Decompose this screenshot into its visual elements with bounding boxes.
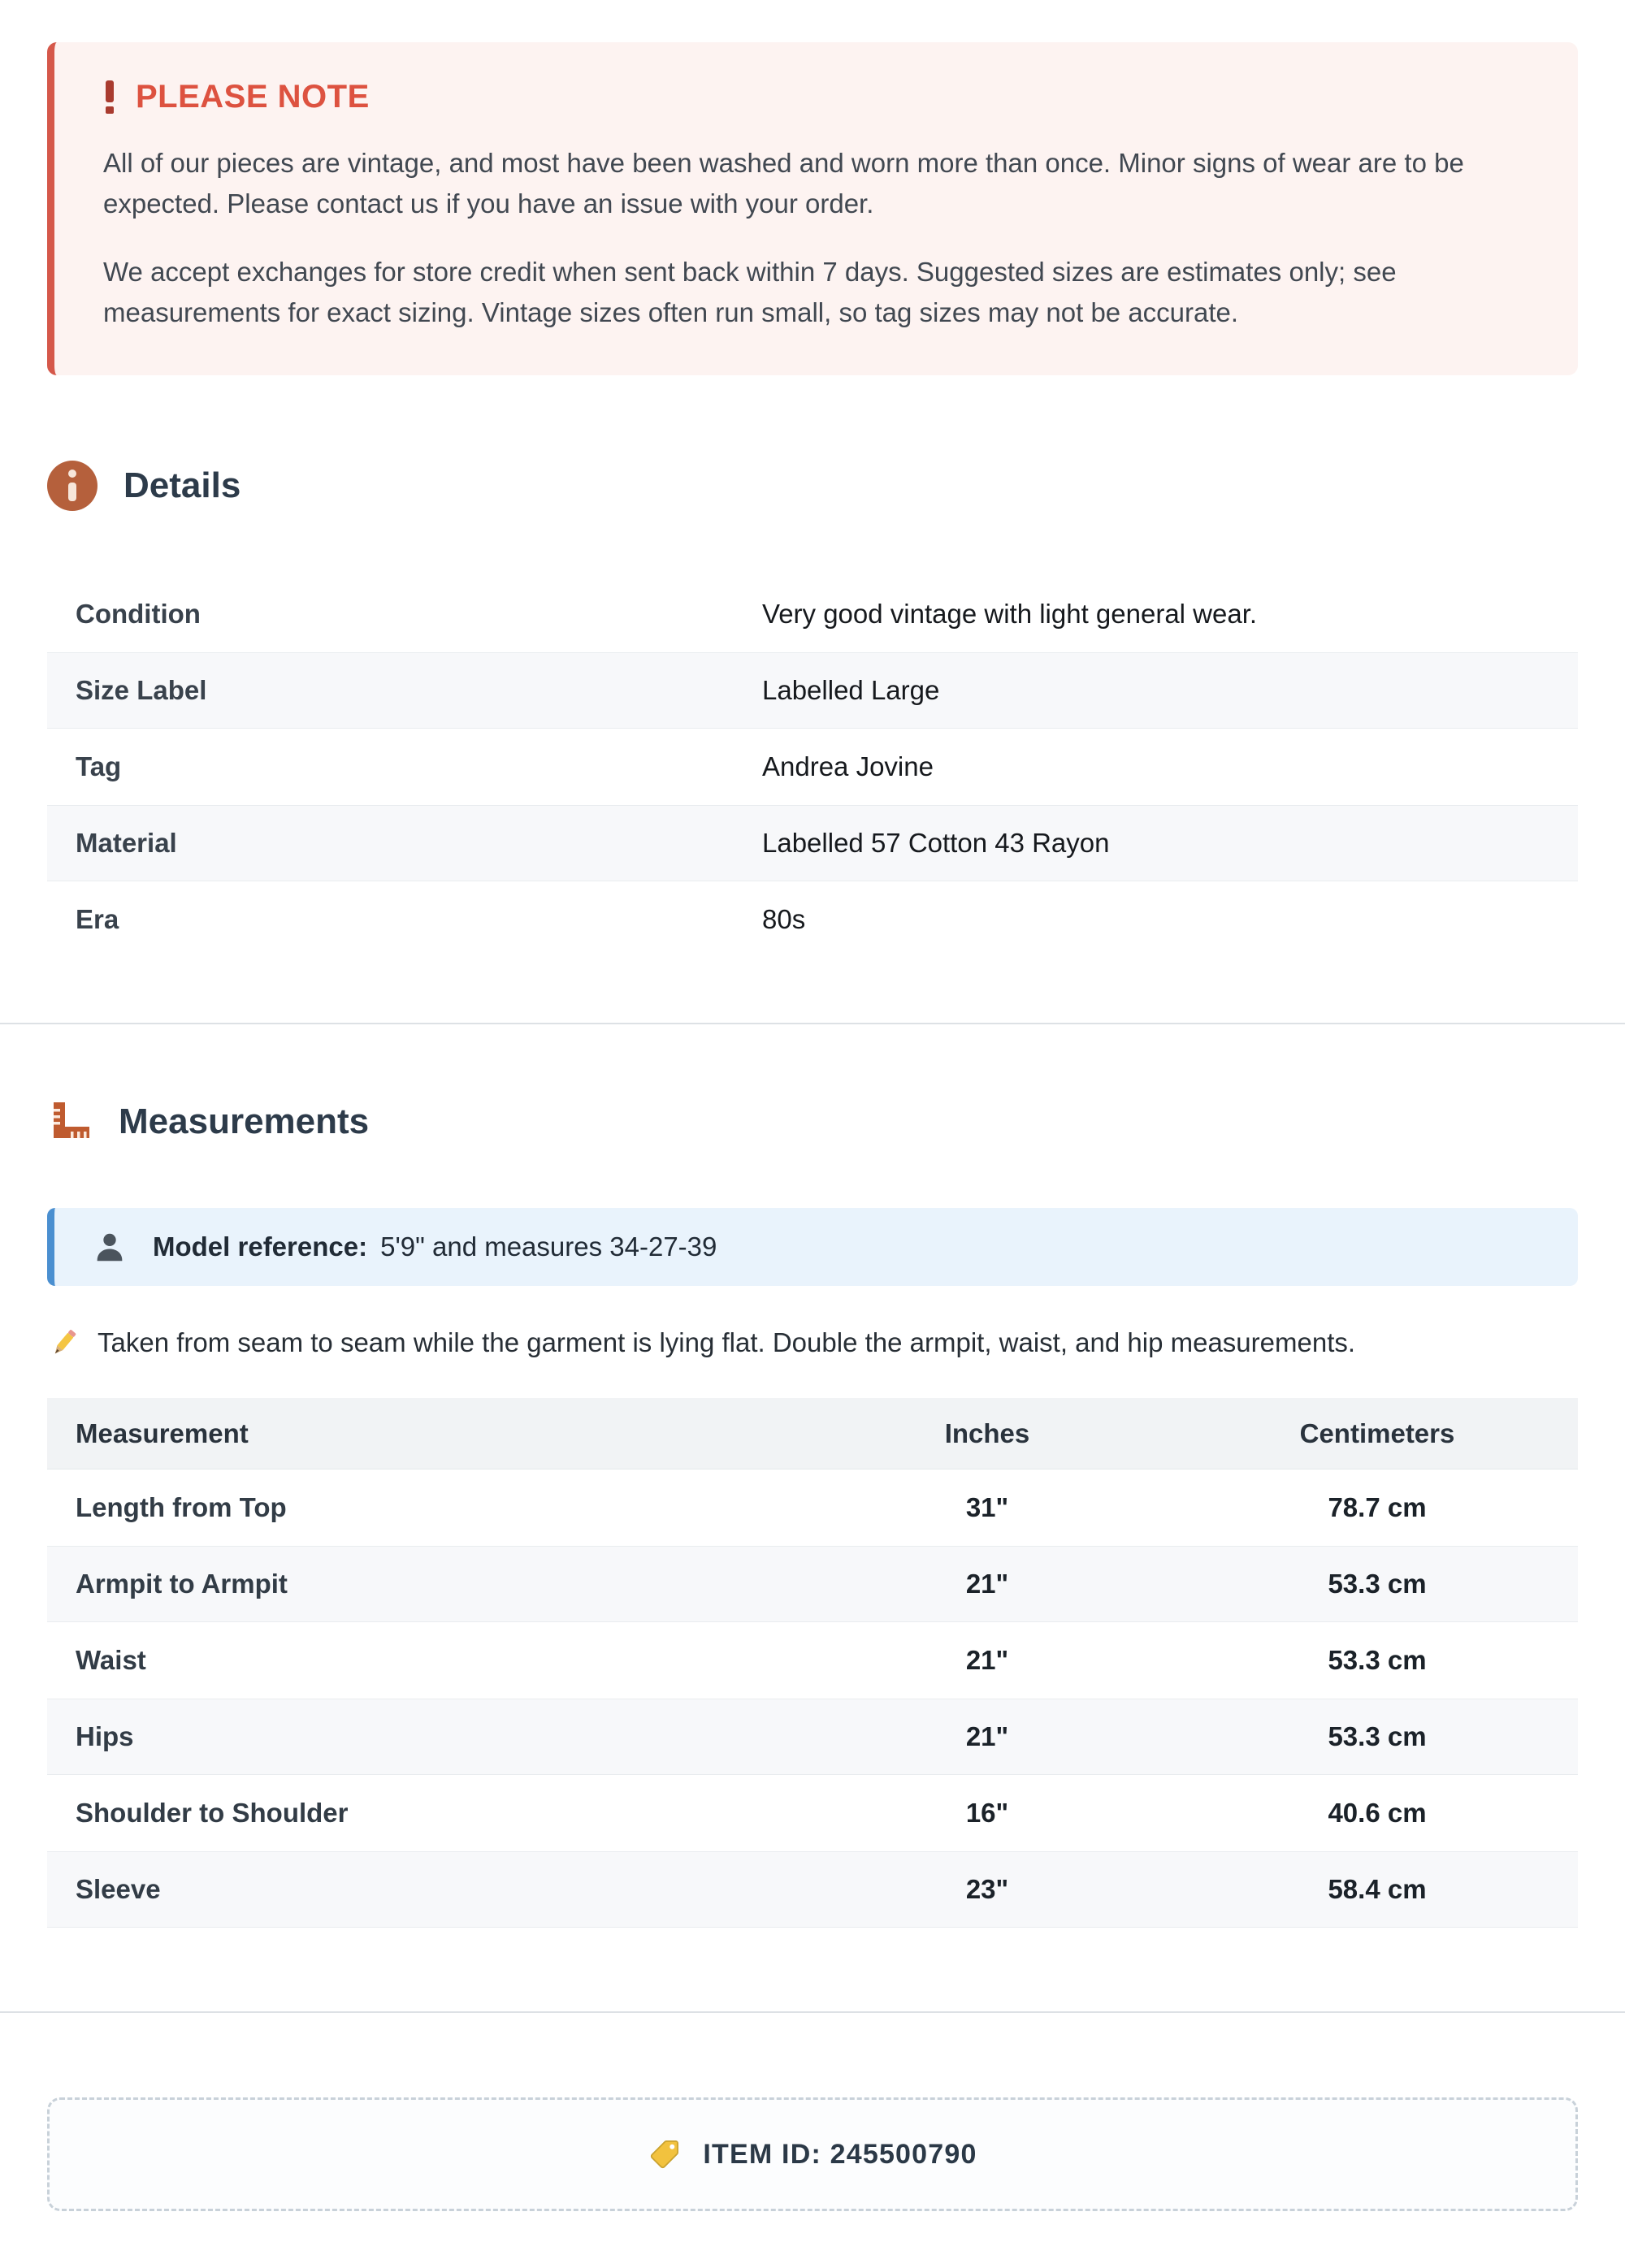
measurements-table bbox=[47, 1398, 1578, 1928]
measurement-inches: 21" bbox=[965, 1569, 1009, 1599]
column-header: Centimeters bbox=[1299, 1418, 1455, 1448]
model-reference-label: Model reference: bbox=[153, 1231, 368, 1262]
measurements-table-header bbox=[47, 1398, 1578, 1469]
table-row bbox=[47, 805, 1578, 881]
table-row bbox=[47, 652, 1578, 729]
pencil-icon bbox=[47, 1326, 81, 1360]
measuring-method-text: Taken from seam to seam while the garment is lying flat. Double the armpit, waist, and hip measurements. bbox=[98, 1327, 1356, 1357]
table-row bbox=[47, 1699, 1578, 1775]
table-row bbox=[47, 881, 1578, 958]
item-id-text: ITEM ID: 245500790 bbox=[703, 2138, 977, 2170]
tag-icon bbox=[648, 2137, 682, 2171]
exclamation-icon bbox=[103, 80, 116, 115]
please-note-callout bbox=[47, 42, 1578, 375]
details-table bbox=[47, 576, 1578, 958]
table-row bbox=[47, 1469, 1578, 1546]
measurement-inches: 16" bbox=[965, 1798, 1009, 1828]
section-divider bbox=[0, 2011, 1625, 2013]
model-reference-callout bbox=[47, 1208, 1578, 1286]
note-paragraph-2: We accept exchanges for store credit when sent back within 7 days. Suggested sizes are estimates only; see measurements for exact sizing. Vintage sizes often run small, so tag sizes may not be accurate. bbox=[103, 257, 1397, 327]
column-header: Measurement bbox=[76, 1418, 249, 1448]
measurement-cm: 78.7 cm bbox=[1328, 1492, 1427, 1522]
table-row bbox=[47, 1622, 1578, 1699]
person-icon bbox=[91, 1228, 128, 1266]
ruler-icon bbox=[47, 1099, 93, 1145]
table-row bbox=[47, 1775, 1578, 1851]
column-header: Inches bbox=[944, 1418, 1030, 1448]
detail-value: 80s bbox=[762, 904, 806, 934]
measurement-cm: 58.4 cm bbox=[1328, 1874, 1427, 1904]
info-icon bbox=[47, 461, 98, 511]
model-reference-value: 5'9" and measures 34-27-39 bbox=[380, 1231, 717, 1262]
detail-value: Labelled Large bbox=[762, 675, 940, 705]
table-row bbox=[47, 1546, 1578, 1622]
detail-label: Era bbox=[76, 904, 119, 934]
product-info-page bbox=[0, 42, 1625, 2211]
details-section-heading bbox=[47, 461, 1578, 511]
measurement-inches: 21" bbox=[965, 1721, 1009, 1751]
note-title-row bbox=[103, 79, 1529, 115]
model-reference-text bbox=[153, 1231, 717, 1262]
detail-value: Very good vintage with light general wear. bbox=[762, 599, 1258, 629]
note-paragraph-1: All of our pieces are vintage, and most have been washed and worn more than once. Minor signs of wear are to be expected. Please contact us if you have an issue with your order. bbox=[103, 148, 1464, 219]
measurement-label: Armpit to Armpit bbox=[76, 1569, 288, 1599]
measurements-title: Measurements bbox=[119, 1102, 370, 1141]
measurement-cm: 53.3 cm bbox=[1328, 1645, 1427, 1675]
detail-label: Tag bbox=[76, 751, 122, 781]
measurement-cm: 53.3 cm bbox=[1328, 1721, 1427, 1751]
detail-label: Condition bbox=[76, 599, 201, 629]
table-row bbox=[47, 1851, 1578, 1928]
detail-label: Material bbox=[76, 828, 177, 858]
note-title: PLEASE NOTE bbox=[136, 79, 370, 115]
measurement-label: Hips bbox=[76, 1721, 134, 1751]
table-row bbox=[47, 576, 1578, 652]
details-title: Details bbox=[124, 465, 241, 505]
measurement-cm: 53.3 cm bbox=[1328, 1569, 1427, 1599]
detail-value: Labelled 57 Cotton 43 Rayon bbox=[762, 828, 1110, 858]
measurements-section-heading bbox=[47, 1099, 1578, 1145]
measurement-inches: 21" bbox=[965, 1645, 1009, 1675]
measurement-label: Length from Top bbox=[76, 1492, 287, 1522]
measurement-label: Waist bbox=[76, 1645, 146, 1675]
section-divider bbox=[0, 1023, 1625, 1024]
item-id-box bbox=[47, 2097, 1578, 2211]
table-row bbox=[47, 729, 1578, 805]
measurement-label: Sleeve bbox=[76, 1874, 161, 1904]
measurement-label: Shoulder to Shoulder bbox=[76, 1798, 349, 1828]
measuring-method-note bbox=[47, 1323, 1578, 1362]
measurement-cm: 40.6 cm bbox=[1328, 1798, 1427, 1828]
measurement-inches: 23" bbox=[965, 1874, 1009, 1904]
detail-value: Andrea Jovine bbox=[762, 751, 934, 781]
measurement-inches: 31" bbox=[965, 1492, 1009, 1522]
detail-label: Size Label bbox=[76, 675, 207, 705]
